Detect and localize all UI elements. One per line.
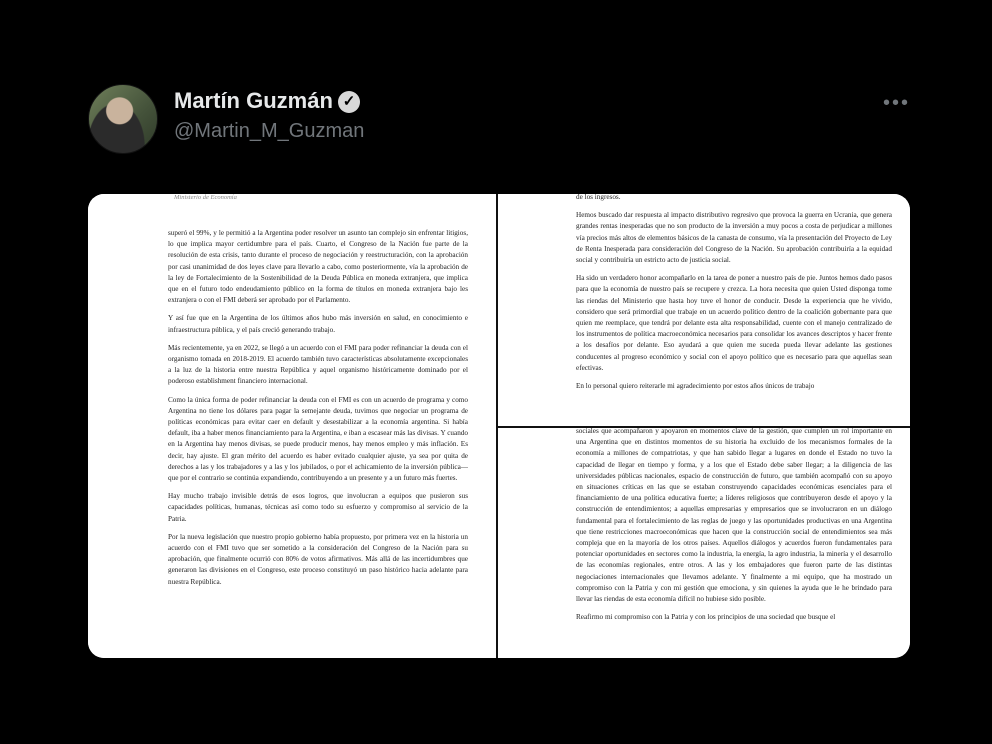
document-text xyxy=(168,228,468,595)
paragraph: Reafirmo mi compromiso con la Patria y con los principios de una sociedad que busque el xyxy=(576,613,836,622)
paragraph: Como la única forma de poder refinanciar la deuda con el FMI es con un acuerdo de programa y como Argentina no tiene los dólares para pagar la semejante deuda, tuvimos que negociar un programa de políticas económicas para evitar caer en default y desestabilizar a la economía argentina. Si había default, iba a haber menos financiamiento para la Argentina, e iban a escasear más las divisas. Y cuando en la Argentina hay menos divisas, se puede producir menos, hay menos empleo y más inflación. Es decir, hay ajuste. El gran mérito del acuerdo es haber evitado cualquier ajuste, ya sea por quita de derechos a las y los trabajadores y a las y los jubilados, o por el achicamiento de la inversión pública—que por el contrario se continúa expandiendo, contribuyendo a un presente y a un futuro más fuertes. xyxy=(168,395,468,483)
document-image-1[interactable] xyxy=(88,194,496,658)
document-text xyxy=(576,194,892,399)
paragraph: Más recientemente, ya en 2022, se llegó a un acuerdo con el FMI para poder refinanciar la deuda con el organismo tomada en 2018-2019. El acuerdo también tuvo características absolutamente excepcionales a la luz de la historia entre nuestra República y aquel organismo históricamente dominado por el poderoso establishment financiero internacional. xyxy=(168,343,468,386)
paragraph: superó el 99%, y le permitió a la Argentina poder resolver un asunto tan complejo sin enfrentar litigios, lo que implica mayor certidumbre para el país. Cuarto, el Congreso de la Nación fue parte de la resolución de esta crisis, tanto durante el proceso de negociación y reestructuración, con la aprobación por casi unanimidad de dos leyes clave para llevarlo a cabo, como posteriormente, vía la aprobación de la ley de Fortalecimiento de la Sostenibilidad de la Deuda Pública en moneda extranjera, que implica que en el futuro todo endeudamiento público en la forma de títulos en moneda extranjera bajo les extranjera o con el FMI deberá ser aprobado por el Parlamento. xyxy=(168,229,468,305)
paragraph: En lo personal quiero reiterarle mi agradecimiento por estos años únicos de trabajo xyxy=(576,382,815,391)
verified-badge-icon: ✓ xyxy=(338,91,360,113)
paragraph: Hay mucho trabajo invisible detrás de esos logros, que involucran a equipos que pusieron sus capacidades políticas, humanas, técnicas así como todo su esfuerzo y compromiso al servicio de la Patria. xyxy=(168,492,468,523)
paragraph: Por la nueva legislación que nuestro propio gobierno había propuesto, por primera vez en la historia un acuerdo con el FMI tuvo que ser sometido a la consideración del Congreso de la Nación para su aprobación, que finalmente ocurrió con 80% de votos afirmativos. Más allá de las incertidumbres que generaron las divisiones en el Congreso, este proceso constituyó un paso histórico hacia adelante para nuestra República. xyxy=(168,532,468,586)
tweet-media-grid xyxy=(88,194,910,658)
paragraph: de los ingresos. xyxy=(576,194,621,201)
document-header-mark: Ministerio de Economía xyxy=(174,194,237,201)
paragraph: Y así fue que en la Argentina de los últimos años hubo más inversión en salud, en conocimiento e infraestructura pública, y el país creció generando trabajo. xyxy=(168,314,468,334)
more-options-icon[interactable]: ••• xyxy=(882,92,910,114)
author-handle[interactable]: @Martin_M_Guzman xyxy=(174,120,365,142)
tweet-header xyxy=(88,84,918,154)
document-text xyxy=(576,428,892,630)
avatar[interactable] xyxy=(88,84,158,154)
paragraph: sociales que acompañaron y apoyaron en momentos clave de la gestión, que cumplen un rol importante en una Argentina que en distintos momentos de su historia ha excluido de los mecanismos formales de la economía a millones de compatriotas, y que han sabido llegar a lugares en donde el Estado no tuvo la capacidad de llegar en tiempo y forma, y a los que el Estado debe saber llegar; a la diligencia de las universidades públicas nacionales, espacio de construcción de futuro, que también acompañó con su apoyo en situaciones críticas en las que se estaban construyendo capacidades económicas esenciales para el financiamiento de una política educativa fuerte; a líderes religiosos que contribuyeron desde el apoyo y la construcción de entendimientos; a aquellas empresarias y empresarios que se involucraron en un diálogo fundamental para el fortalecimiento de las reglas de juego y las oportunidades productivas en una Argentina que tiene restricciones macroeconómicas que hacen que la construcción social de entendimientos sea más compleja que en la mayoría de los otros países. Aquellos diálogos y acuerdos fueron fundamentales para potenciar oportunidades en sectores como la industria, la energía, la agro industria, la minería y el desarrollo de las economías regionales, entre otros. A las y los embajadores que fueron parte de las distintas negociaciones internacionales que llevamos adelante. Y finalmente a mi equipo, que ha mostrado un compromiso con la Patria y con mi gestión que emociona, y sin quienes la ayuda que le he brindado para llevar las riendas de esta economía difícil no hubiese sido posible. xyxy=(576,428,892,604)
document-image-3[interactable] xyxy=(498,428,910,658)
paragraph: Ha sido un verdadero honor acompañarlo en la tarea de poner a nuestro país de pie. Juntos hemos dado pasos para que la economía de nuestro país se recupere y crezca. La hora necesita que quien Usted disponga tome las riendas del Ministerio que hasta hoy tuve el honor de conducir. Desde la experiencia que he vivido, considero que será primordial que trabaje en un acuerdo político dentro de la coalición gobernante para que quien me reemplace, que tendrá por delante esta alta responsabilidad, cuente con el manejo centralizado de los instrumentos de política macroeconómica necesarios para consolidar los avances descriptos y hacer frente a los desafíos por delante. Eso ayudará a que quien me suceda pueda llevar adelante las gestiones conducentes al progreso económico y social con el apoyo político que es necesario para que aquellas sean efectivas. xyxy=(576,274,892,372)
paragraph: Hemos buscado dar respuesta al impacto distributivo regresivo que provoca la guerra en Ucrania, que genera grandes rentas inesperadas que no son producto de la inversión a muy pocos a costa de perjudicar a millones vía precios más altos de elementos básicos de la canasta de consumo, vía la presentación del Proyecto de Ley de Renta Inesperada para consideración del Congreso de la Nación. Su aprobación contribuiría a la equidad social y contribuiría un estricto acto de justicia social. xyxy=(576,211,892,265)
document-image-2[interactable] xyxy=(498,194,910,426)
author-name[interactable]: Martín Guzmán xyxy=(174,88,333,113)
